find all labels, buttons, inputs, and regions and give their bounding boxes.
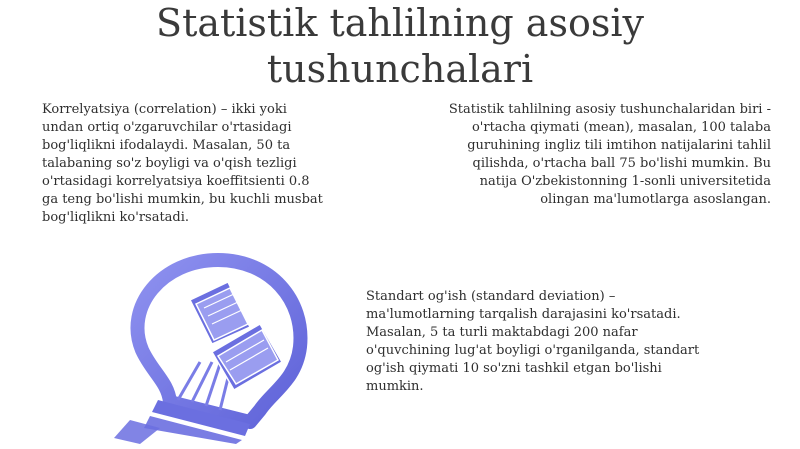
title-line-2: tushunchalari bbox=[266, 47, 534, 91]
mean-paragraph: Statistik tahlilning asosiy tushunchalaridan biri - o'rtacha qiymati (mean), masalan, 100 talaba guruhining ingliz tili imtihon natijalarini tahlil qilishda, o'rtacha ball 75 bo'lishi mumkin. Bu natija O'zbekistonning 1-sonli universitetida olingan ma'lumotlarga asoslangan. bbox=[448, 102, 771, 207]
lightbulb-book-icon bbox=[100, 252, 315, 444]
title-line-1: Statistik tahlilning asosiy bbox=[156, 1, 644, 45]
std-deviation-paragraph: Standart og'ish (standard deviation) – ma'lumotlarning tarqalish darajasini ko'rsatadi. Masalan, 5 ta turli maktabdagi 200 nafar o'quvchining lug'at boyligi o'rganilganda, standart og'ish qiymati 10 so'zni tashkil etgan bo'lishi mumkin. bbox=[366, 289, 700, 394]
correlation-paragraph: Korrelyatsiya (correlation) – ikki yoki undan ortiq o'zgaruvchilar o'rtasidagi bog'liqlikni ifodalaydi. Masalan, 50 ta talabaning so'z boyligi va o'qish tezligi o'rtasidagi korrelyatsiya koeffitsienti 0.8 ga teng bo'lishi mumkin, bu kuchli musbat bog'liqlikni ko'rsatadi. bbox=[42, 102, 323, 225]
slide-title bbox=[0, 0, 800, 92]
